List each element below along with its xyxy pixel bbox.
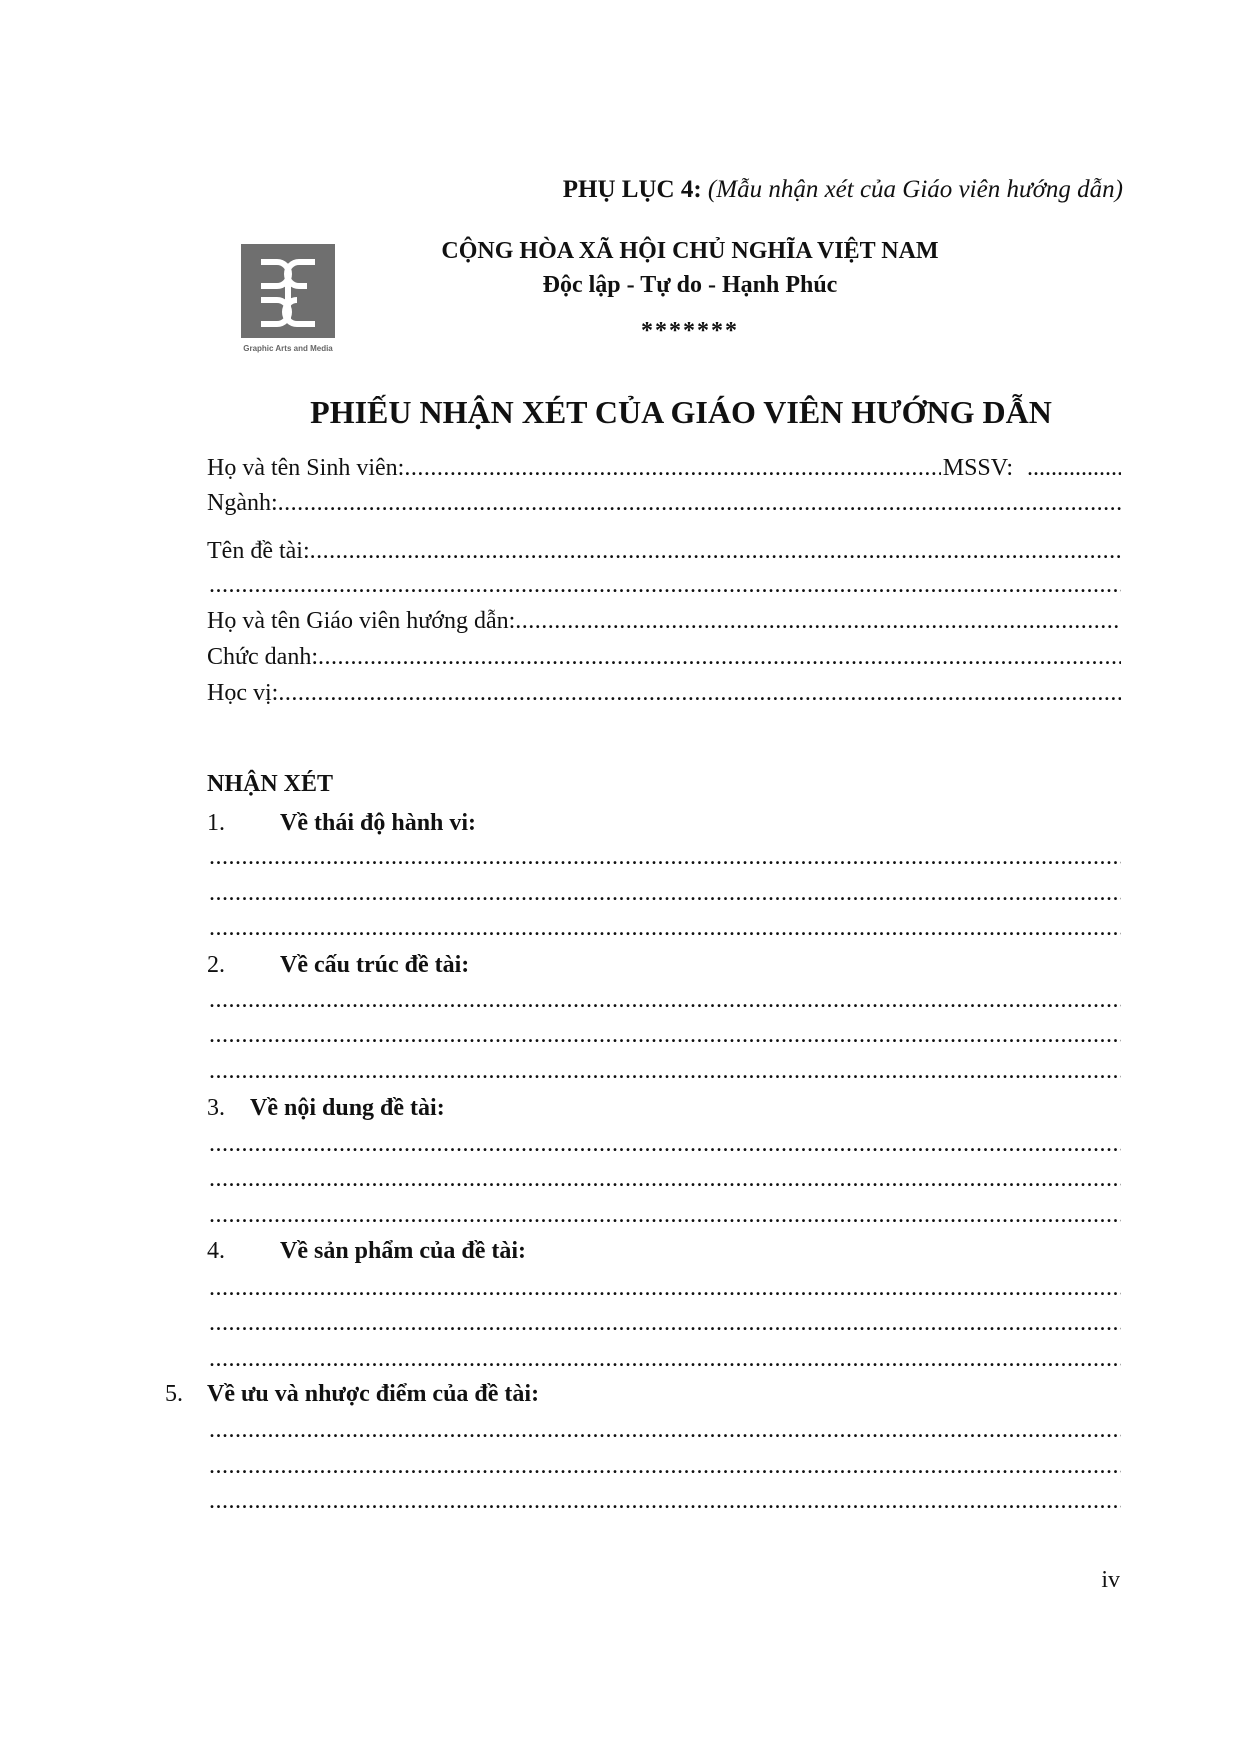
comment-item-number: 3. — [207, 1095, 225, 1121]
major-blank[interactable] — [278, 489, 1121, 517]
appendix-note: (Mẫu nhận xét của Giáo viên hướng dẫn) — [707, 176, 1123, 203]
comment-item-2 — [207, 951, 469, 979]
advisor-name-label: Họ và tên Giáo viên hướng dẫn: — [207, 608, 516, 634]
topic-blank-continued[interactable] — [209, 571, 1121, 599]
comment-2-line-3[interactable] — [209, 1057, 1121, 1085]
topic-row — [207, 537, 1121, 565]
comment-5-line-3[interactable] — [209, 1487, 1121, 1515]
student-name-label: Họ và tên Sinh viên: — [207, 455, 405, 481]
comment-item-number: 1. — [207, 810, 225, 836]
comment-item-number: 4. — [207, 1238, 225, 1264]
page-number: iv — [1101, 1567, 1120, 1593]
comment-item-label: Về cấu trúc đề tài: — [280, 952, 470, 978]
advisor-name-blank[interactable] — [515, 607, 1121, 635]
comment-item-label: Về sản phẩm của đề tài: — [280, 1238, 527, 1264]
motto: Độc lập - Tự do - Hạnh Phúc — [542, 272, 838, 298]
comments-heading: NHẬN XÉT — [207, 771, 334, 797]
student-name-row — [207, 454, 1121, 482]
comment-2-line-2[interactable] — [209, 1021, 1121, 1049]
institution-logo — [241, 244, 335, 338]
student-name-blank[interactable] — [404, 454, 940, 482]
comment-4-line-1[interactable] — [209, 1274, 1121, 1302]
logo-icon — [241, 244, 335, 338]
comment-5-line-1[interactable] — [209, 1416, 1121, 1444]
appendix-heading — [563, 176, 1123, 204]
comment-3-line-2[interactable] — [209, 1165, 1121, 1193]
comment-item-label: Về nội dung đề tài: — [250, 1095, 445, 1121]
comment-item-1 — [207, 809, 476, 837]
topic-label: Tên đề tài: — [207, 538, 310, 564]
degree-row — [207, 679, 1121, 707]
appendix-label: PHỤ LỤC 4: — [562, 176, 702, 203]
comment-item-number: 5. — [165, 1381, 183, 1407]
comment-item-label: Về ưu và nhược điểm của đề tài: — [207, 1381, 540, 1407]
comment-1-line-2[interactable] — [209, 879, 1121, 907]
degree-label: Học vị: — [207, 680, 279, 706]
comment-item-4 — [207, 1237, 526, 1265]
comment-item-5 — [165, 1380, 539, 1408]
major-row — [207, 489, 1121, 517]
page-title: PHIẾU NHẬN XÉT CỦA GIÁO VIÊN HƯỚNG DẪN — [310, 394, 1052, 430]
comment-item-label: Về thái độ hành vi: — [280, 810, 477, 836]
separator-stars: ******* — [641, 318, 739, 344]
position-row — [207, 643, 1121, 671]
topic-blank[interactable] — [310, 537, 1121, 565]
position-blank[interactable] — [318, 643, 1121, 671]
student-id-label: MSSV: — [942, 455, 1013, 481]
comment-5-line-2[interactable] — [209, 1452, 1121, 1480]
comment-4-line-3[interactable] — [209, 1345, 1121, 1373]
degree-blank[interactable] — [278, 679, 1121, 707]
position-label: Chức danh: — [207, 644, 318, 670]
major-label: Ngành: — [207, 490, 278, 516]
comment-1-line-3[interactable] — [209, 914, 1121, 942]
student-id-blank[interactable] — [1027, 454, 1121, 482]
comment-item-number: 2. — [207, 952, 225, 978]
advisor-row — [207, 607, 1121, 635]
comment-4-line-2[interactable] — [209, 1309, 1121, 1337]
comment-3-line-1[interactable] — [209, 1130, 1121, 1158]
comment-2-line-1[interactable] — [209, 986, 1121, 1014]
logo-caption: Graphic Arts and Media — [243, 344, 333, 353]
nation-heading: CỘNG HÒA XÃ HỘI CHỦ NGHĨA VIỆT NAM — [441, 238, 939, 264]
comment-1-line-1[interactable] — [209, 843, 1121, 871]
comment-item-3 — [207, 1094, 445, 1122]
comment-3-line-3[interactable] — [209, 1201, 1121, 1229]
